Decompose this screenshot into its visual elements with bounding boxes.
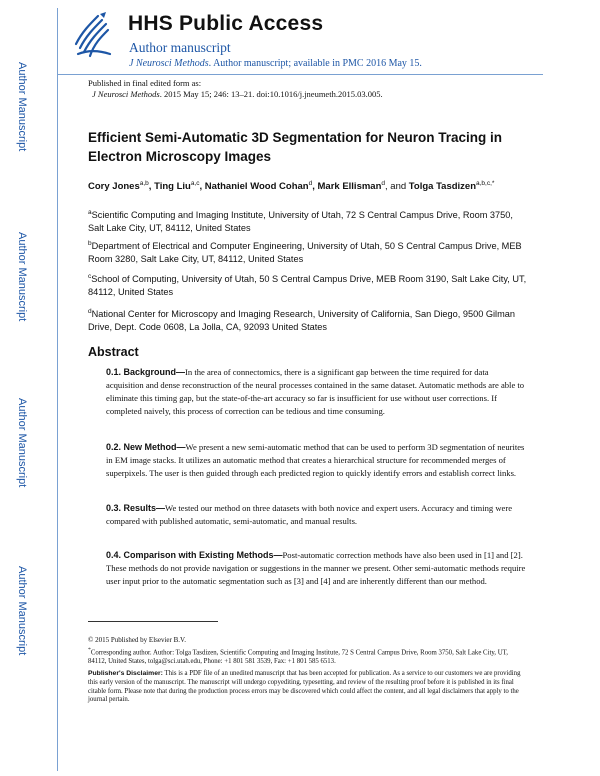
disclaimer-label: Publisher's Disclaimer: [88,670,163,677]
abstract-comparison [106,549,526,588]
sidebar-label-1: Author Manuscript [16,62,28,152]
paper-title: Efficient Semi-Automatic 3D Segmentation for Neuron Tracing in Electron Microscopy Images [88,130,503,164]
abstract-new-method [106,441,526,480]
header-subtitle: Author manuscript [129,40,231,55]
section-text: Post-automatic correction methods have also been used in [1] and [2]. These methods do not provide navigation or suggestions in the manner we present. Other semi-automatic methods require user input prior to the automatic segmentation such as [3] and [4] and are inherently different than our method. [106,550,526,587]
citation-details: . 2015 May 15; 246: 13–21. doi:10.1016/j.jneumeth.2015.03.005. [159,89,383,99]
author-name: Mark Ellisman [317,181,382,193]
affiliation-text: Department of Electrical and Computer Engineering, University of Utah, 50 S Central Campus Drive, MEB Room 3280, Salt Lake City, UT, 84112, United States [88,241,522,265]
affiliation-c [88,270,528,300]
affiliation-b [88,237,528,267]
section-text: In the area of connectomics, there is a significant gap between the time required for data acquisition and dense reconstruction of the neural processes contained in the same dataset. Automatic methods are able to eliminate this timing gap, but the state-of-the-art accuracy so far is insufficient for use without user corrections. If completed naively, this process of correction can be tedious and time consuming. [106,367,525,417]
hhs-eagle-logo-icon [68,10,118,62]
sidebar-label-4: Author Manuscript [16,566,28,656]
author-name: Tolga Tasdizen [408,181,477,193]
affiliation-d [88,305,528,335]
author-affiliation-mark: a,b,c,* [476,180,495,187]
section-text: We present a new semi-automatic method that can be used to perform 3D segmentation of neurites in EM image stacks. It utilizes an automatic method that creates a hierarchical structure for recommended merges of superpixels. The user is then guided through each predicted region to quickly identify errors and establish correct links. [106,442,525,479]
corresponding-mark: * [88,647,91,653]
header-title: HHS Public Access [128,12,324,35]
section-heading: 0.3. Results— [106,503,166,513]
author-affiliation-mark: a,b [139,180,149,187]
section-heading: 0.4. Comparison with Existing Methods— [106,550,283,560]
author-name: Nathaniel Wood Cohan [204,181,309,193]
author-list: Cory Jones$^{a,b}$, Ting Liu$^{a,c}$, Nathaniel Wood Cohan$^d$, Mark Ellisman$^d$, and Tolga Tasdizen$^{a,b,c,*}$ [88,180,495,193]
author-name: Cory Jones [88,181,140,193]
affiliation-text: School of Computing, University of Utah, 50 S Central Campus Drive, MEB Room 3190, Salt Lake City, UT, 84112, United States [88,274,527,298]
affiliation-mark: d [88,308,92,315]
author-affiliation-mark: d [308,180,313,187]
published-citation [92,89,383,99]
abstract-background [106,366,526,418]
affiliation-a [88,206,528,236]
sidebar-label-2: Author Manuscript [16,232,28,322]
affiliation-text: National Center for Microscopy and Imaging Research, University of California, San Diego, 9500 Gilman Drive, Dept. Code 0608, La Jolla, CA, 92093 United States [88,309,515,333]
published-label: Published in final edited form as: [88,78,202,88]
section-heading: 0.2. New Method— [106,442,186,452]
abstract-heading: Abstract [88,345,139,359]
footnote-divider [88,621,218,622]
citation-journal: J Neurosci Methods [92,89,160,99]
affiliation-mark: b [88,240,92,247]
journal-note: . Author manuscript; available in PMC 2016 May 15. [208,58,422,69]
author-and: , and [385,181,409,193]
corresponding-author-note [88,646,528,667]
disclaimer-text: This is a PDF file of an unedited manuscript that has been accepted for publication. As a service to our customers we are providing this early version of the manuscript. The manuscript will undergo copyediting, typesetting, and review of the resulting proof before it is published in its final citable form. Please note that during the production process errors may be discovered which could affect the content, and all legal disclaimers that apply to the journal pertain. [88,670,521,704]
author-name: Ting Liu [154,181,191,193]
affiliation-text: Scientific Computing and Imaging Institute, University of Utah, 72 S Central Campus Drive, Room 3750, Salt Lake City, UT, 84112, United States [88,210,513,234]
author-affiliation-mark: a,c [190,180,200,187]
header-divider [58,74,543,75]
corresponding-text: Corresponding author. Author: Tolga Tasdizen, Scientific Computing and Imaging Institute, 72 S Central Campus Drive, Room 3750, Salt Lake City, UT, 84112, United States, tolga@sci.utah.edu, Phone: +1 801 581 3539, Fax: +1 801 585 6513. [88,649,508,666]
author-affiliation-mark: d [381,180,386,187]
publisher-disclaimer [88,670,528,705]
journal-line [129,58,422,69]
affiliation-mark: a [88,209,92,216]
section-text: We tested our method on three datasets with both novice and expert users. Accuracy and timing were compared with published automatic, semi-automatic, and manual results. [106,503,513,527]
section-heading: 0.1. Background— [106,367,186,377]
journal-name: J Neurosci Methods [129,58,209,69]
affiliation-mark: c [88,273,92,280]
copyright-note: © 2015 Published by Elsevier B.V. [88,636,186,644]
abstract-results [106,502,526,528]
sidebar-label-3: Author Manuscript [16,398,28,488]
sidebar-divider [57,8,58,771]
